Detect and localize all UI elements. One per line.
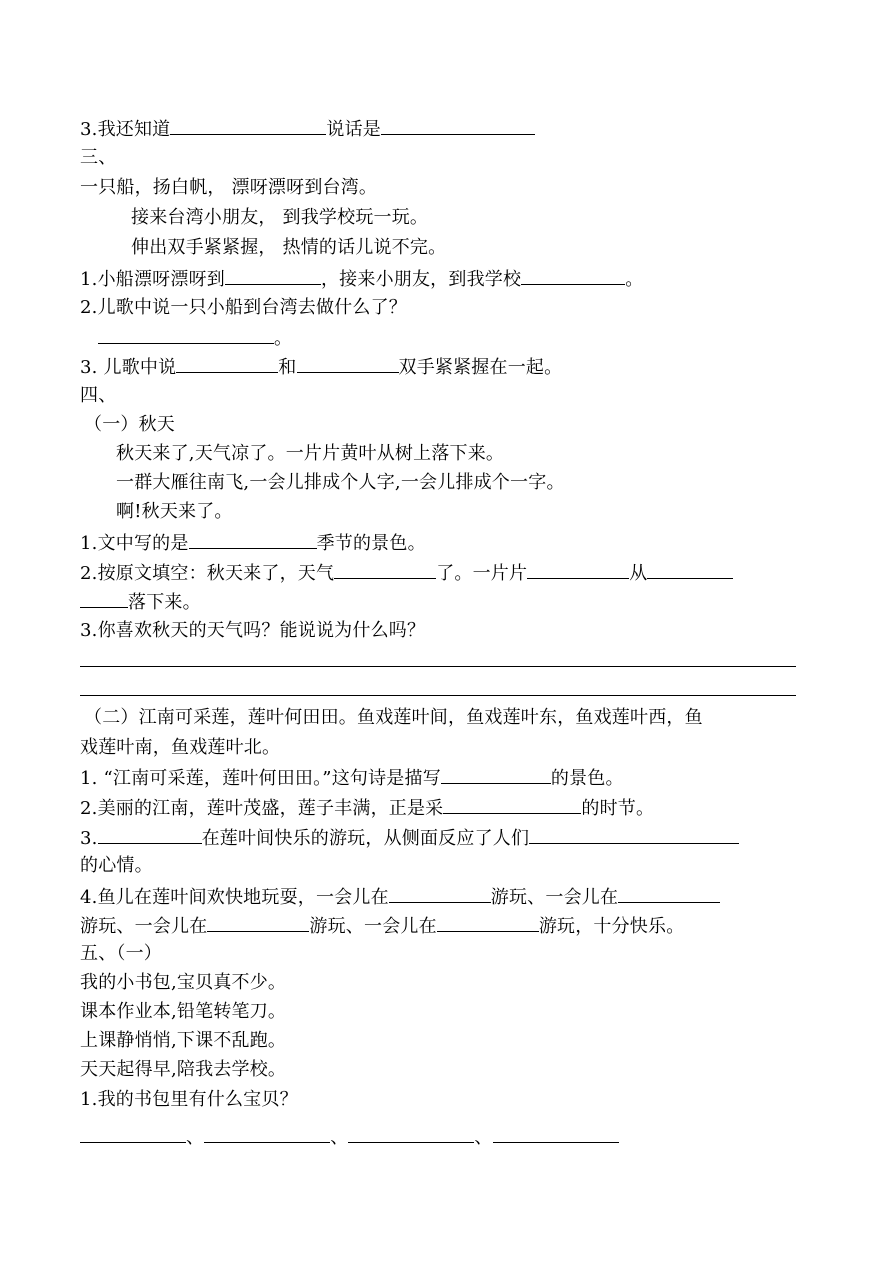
- part2-q3: 3. 在莲叶间快乐的游玩，从侧面反应了人们: [80, 826, 739, 850]
- section3-q3: 3. 儿歌中说 和 双手紧紧握在一起。: [80, 357, 563, 378]
- poem-line: 课本作业本,铅笔转笔刀。: [80, 1001, 287, 1022]
- part2-q4-cont: 游玩、一会儿在 游玩、一会儿在 游玩，十分快乐。: [80, 916, 685, 937]
- answer-blank[interactable]: [189, 531, 317, 549]
- answer-blank[interactable]: [80, 590, 128, 608]
- part2-q1: 1. “江南可采莲，莲叶何田田。”这句诗是描写 的景色。: [80, 768, 624, 789]
- section4-q2: 2.按原文填空：秋天来了，天气 了。一片片 从: [80, 561, 733, 585]
- poem-line: 伸出双手紧紧握， 热情的话儿说不完。: [131, 237, 447, 258]
- poem-line: 上课静悄悄,下课不乱跑。: [80, 1030, 287, 1051]
- passage-line: 秋天来了,天气凉了。一片片黄叶从树上落下来。: [116, 443, 505, 464]
- section2-q3: 3.我还知道 说话是: [80, 117, 535, 141]
- passage-line: 啊!秋天来了。: [116, 501, 233, 522]
- section5-q1: 1.我的书包里有什么宝贝？: [80, 1089, 298, 1110]
- answer-blank[interactable]: [443, 796, 581, 814]
- answer-blank[interactable]: [225, 267, 321, 285]
- section4-q2-cont: 落下来。: [80, 590, 201, 614]
- poem-line: 接来台湾小朋友， 到我学校玩一玩。: [131, 207, 429, 228]
- answer-blank[interactable]: [207, 914, 309, 932]
- part2-text: 戏莲叶南，鱼戏莲叶北。: [80, 737, 281, 758]
- answer-blank[interactable]: [98, 826, 202, 844]
- part2-q3-cont: 的心情。: [80, 855, 153, 876]
- section4-q3: 3.你喜欢秋天的天气吗？能说说为什么吗？: [80, 620, 426, 641]
- answer-blank[interactable]: [493, 1125, 619, 1143]
- answer-blank[interactable]: [334, 561, 436, 579]
- answer-blank[interactable]: [527, 561, 629, 579]
- answer-blank[interactable]: [348, 1125, 474, 1143]
- answer-blank[interactable]: [529, 826, 739, 844]
- part2-q2: 2.美丽的江南，莲叶茂盛，莲子丰满，正是采 的时节。: [80, 798, 655, 819]
- section3-q1: 1.小船漂呀漂呀到 ，接来小朋友，到我学校 。: [80, 269, 644, 290]
- answer-blank[interactable]: [618, 885, 720, 903]
- answer-line[interactable]: [80, 695, 796, 696]
- poem-line: 天天起得早,陪我去学校。: [80, 1059, 287, 1080]
- poem-line: 我的小书包,宝贝真不少。: [80, 972, 287, 993]
- answer-blank[interactable]: [441, 766, 551, 784]
- section3-q2: 2.儿歌中说一只小船到台湾去做什么了？: [80, 297, 407, 318]
- part2-q4: 4.鱼儿在莲叶间欢快地玩耍，一会儿在 游玩、一会儿在: [80, 885, 720, 909]
- answer-blank[interactable]: [297, 355, 399, 373]
- part2-text: （二）江南可采莲，莲叶何田田。鱼戏莲叶间，鱼戏莲叶东，鱼戏莲叶西，鱼: [84, 707, 703, 728]
- answer-blank[interactable]: [98, 326, 274, 344]
- answer-blank[interactable]: [437, 914, 539, 932]
- answer-blank[interactable]: [170, 117, 326, 135]
- answer-blank[interactable]: [204, 1125, 330, 1143]
- answer-blank[interactable]: [647, 561, 733, 579]
- section5-heading: 五、（一）: [80, 943, 162, 964]
- section3-heading: 三、: [80, 147, 117, 168]
- part1-title: （一）秋天: [84, 414, 175, 435]
- section4-q1: 1.文中写的是 季节的景色。: [80, 533, 426, 554]
- answer-line[interactable]: [80, 666, 796, 667]
- poem-line: 一只船，扬白帆， 漂呀漂呀到台湾。: [80, 177, 378, 198]
- section5-q1-answers: 、 、 、: [80, 1125, 619, 1149]
- answer-blank[interactable]: [80, 1125, 186, 1143]
- answer-blank[interactable]: [381, 117, 535, 135]
- answer-blank[interactable]: [176, 355, 278, 373]
- answer-blank[interactable]: [389, 885, 491, 903]
- passage-line: 一群大雁往南飞,一会儿排成个人字,一会儿排成个一字。: [116, 472, 565, 493]
- answer-blank[interactable]: [521, 267, 625, 285]
- section4-heading: 四、: [80, 385, 117, 406]
- section3-q2-answer: 。: [98, 326, 292, 350]
